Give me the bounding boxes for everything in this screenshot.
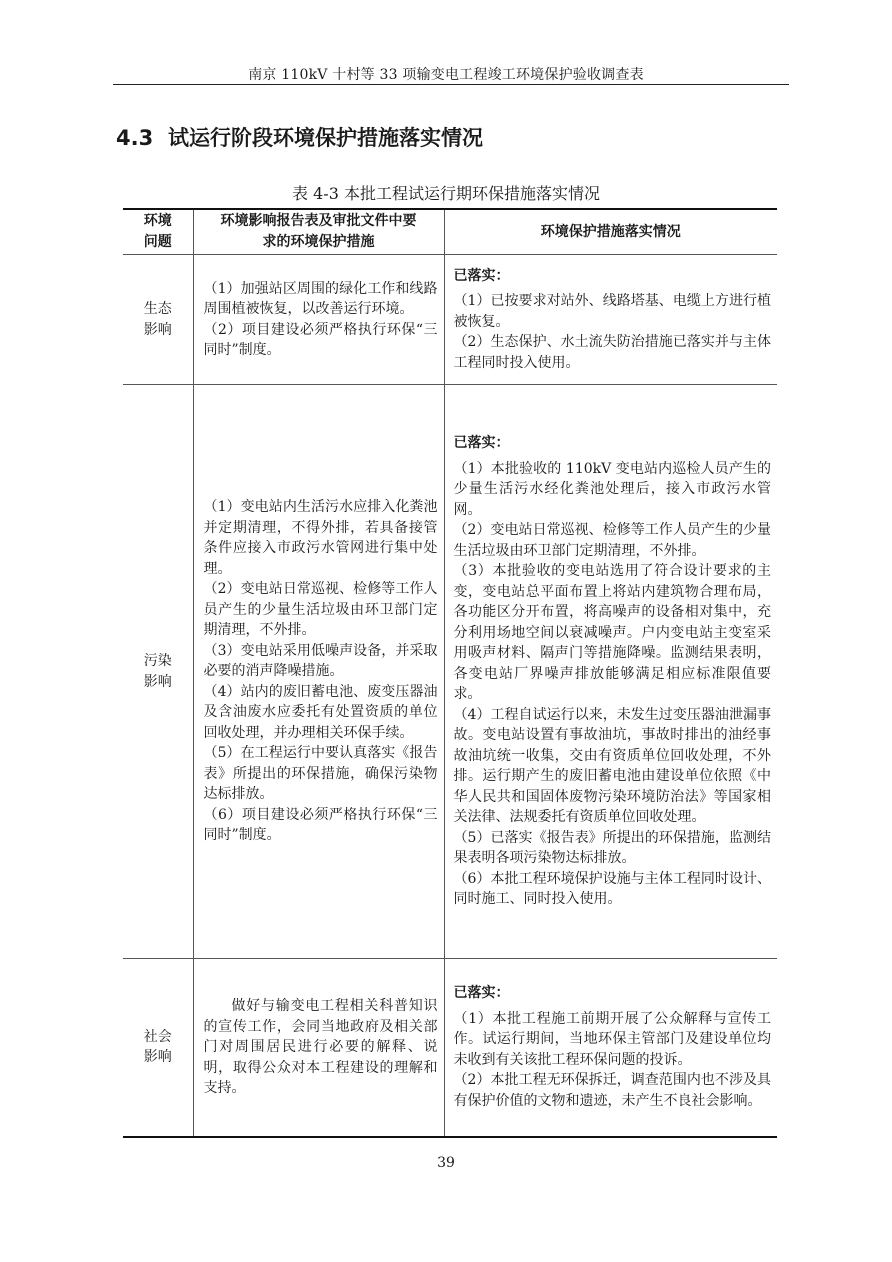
issue-line1: 生态 [143, 301, 172, 317]
table-row [123, 255, 777, 385]
requirements-cell [193, 255, 444, 385]
status-item: （1）已按要求对站外、线路塔基、电缆上方进行植被恢复。 [453, 293, 771, 330]
status-item: （1）本批验收的 110kV 变电站内巡检人员产生的少量生活污水经化粪池处理后，接入市政污水管网。 [453, 460, 771, 518]
issue-line1: 社会 [143, 1028, 172, 1045]
header-issue [123, 209, 193, 255]
status-label: 已落实： [453, 435, 510, 452]
section-title: 试运行阶段环境保护措施落实情况 [168, 126, 483, 150]
issue-cell [123, 255, 193, 385]
issue-line2: 影响 [143, 1049, 172, 1066]
status-cell [444, 385, 777, 959]
table-row [123, 959, 777, 1137]
issue-line1: 污染 [143, 653, 172, 669]
header-requirements-line2: 求的环境保护措施 [262, 234, 375, 250]
status-item: （3）本批验收的变电站选用了符合设计要求的主变，变电站总平面布置上将站内建筑物合理布局，各功能区分开布置，将高噪声的设备相对集中，充分利用场地空间以衰减噪声。户内变电站主变室采用吸声材料、隔声门等措施降噪。监测结果表明，各变电站厂界噪声排放能够满足相应标准限值要求。 [453, 563, 771, 703]
issue-cell [123, 959, 193, 1137]
header-requirements-line1: 环境影响报告表及审批文件中要 [220, 213, 417, 229]
status-item: （6）本批工程环境保护设施与主体工程同时设计、同时施工、同时投入使用。 [453, 870, 771, 908]
issue-line2: 影响 [143, 673, 172, 690]
table-caption: 表 4-3 本批工程试运行期环保措施落实情况 [292, 184, 600, 203]
status-label: 已落实： [453, 267, 510, 284]
requirements-cell [193, 385, 444, 959]
requirement-item: （2）项目建设必须严格执行环保“三同时”制度。 [203, 321, 438, 358]
status-item: （2）生态保护、水土流失防治措施已落实并与主体工程同时投入使用。 [453, 334, 771, 371]
requirements-cell [193, 959, 444, 1137]
header-issue-line2: 问题 [143, 234, 172, 250]
requirement-item: （6）项目建设必须严格执行环保“三同时”制度。 [203, 806, 438, 844]
page-header: 南京 110kV 十村等 33 项输变电工程竣工环境保护验收调查表 [248, 67, 644, 83]
requirement-item: 做好与输变电工程相关科普知识的宣传工作，会同当地政府及相关部门对周围居民进行必要的解释、说明，取得公众对本工程建设的理解和支持。 [203, 998, 438, 1096]
requirement-item: （5）在工程运行中要认真落实《报告表》所提出的环保措施，确保污染物达标排放。 [203, 745, 438, 803]
header-requirements [193, 209, 444, 255]
page-number: 39 [437, 1155, 455, 1171]
table-row [123, 385, 777, 959]
header-status: 环境保护措施落实情况 [444, 209, 777, 255]
table-header-row [123, 209, 777, 255]
header-rule [113, 84, 789, 85]
issue-line2: 影响 [143, 321, 172, 338]
section-heading [116, 122, 483, 152]
requirement-item: （1）变电站内生活污水应排入化粪池并定期清理，不得外排，若具备接管条件应接入市政污水管网进行集中处理。 [203, 499, 438, 577]
status-label: 已落实： [453, 985, 510, 1002]
status-item: （1）本批工程施工前期开展了公众解释与宣传工作。试运行期间，当地环保主管部门及建设单位均未收到有关该批工程环保问题的投诉。 [453, 1010, 771, 1068]
requirement-item: （3）变电站采用低噪声设备，并采取必要的消声降噪措施。 [203, 642, 438, 680]
requirement-item: （1）加强站区周围的绿化工作和线路周围植被恢复，以改善运行环境。 [203, 280, 438, 317]
status-item: （2）变电站日常巡视、检修等工作人员产生的少量生活垃圾由环卫部门定期清理，不外排。 [453, 522, 771, 559]
measures-table [123, 208, 777, 1138]
status-item: （4）工程自试运行以来，未发生过变压器油泄漏事故。变电站设置有事故油坑，事故时排出的油经事故油坑统一收集，交由有资质单位回收处理，不外排。运行期产生的废旧蓄电池由建设单位依照《中华人民共和国固体废物污染环境防治法》等国家相关法律、法规委托有资质单位回收处理。 [453, 706, 771, 826]
requirement-item: （4）站内的废旧蓄电池、废变压器油及含油废水应委托有处置资质的单位回收处理，并办理相关环保手续。 [203, 683, 438, 741]
requirement-item: （2）变电站日常巡视、检修等工作人员产生的少量生活垃圾由环卫部门定期清理，不外排。 [203, 581, 438, 639]
status-cell [444, 255, 777, 385]
status-cell [444, 959, 777, 1137]
status-item: （5）已落实《报告表》所提出的环保措施，监测结果表明各项污染物达标排放。 [453, 829, 771, 867]
header-issue-line1: 环境 [143, 213, 172, 229]
status-item: （2）本批工程无环保拆迁，调查范围内也不涉及具有保护价值的文物和遗迹，未产生不良社会影响。 [453, 1072, 771, 1109]
section-number: 4.3 [116, 126, 154, 150]
issue-cell [123, 385, 193, 959]
